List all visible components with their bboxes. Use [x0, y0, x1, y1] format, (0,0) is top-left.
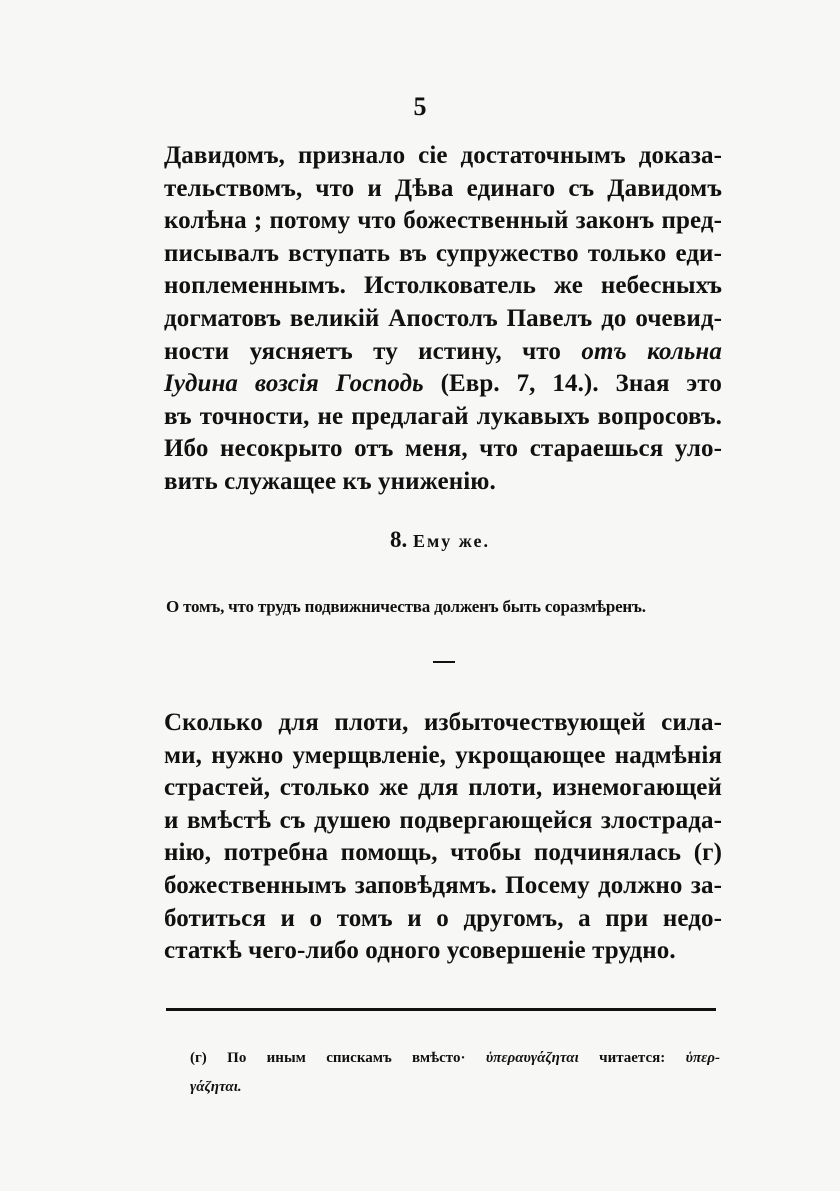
italic-quote: отъ кольна: [581, 337, 722, 365]
text-line: Ибо несокрыто отъ меня, что старaешься уло-: [164, 435, 722, 463]
text-line: статкѣ чего-либо одного усовершенiе трудно.: [164, 937, 676, 965]
text-line: божественнымъ заповѣдямъ. Посему должно за-: [164, 871, 722, 899]
footnote-line: [190, 1073, 720, 1102]
greek-word: ὑπεραυγάζηται: [485, 1050, 579, 1066]
greek-word: ὑπερ-: [685, 1050, 721, 1066]
text-line: Сколько для плоти, избыточествующей сила-: [164, 709, 722, 736]
italic-quote: Іудина возсiя Господь: [164, 370, 424, 398]
separator-dash: [433, 661, 455, 663]
page-number: 5: [413, 92, 427, 121]
footnote-line: [190, 1044, 720, 1073]
scripture-reference: (Евр. 7, 14.). Зная это: [440, 370, 722, 398]
separator-text: [433, 648, 455, 649]
text-line: колѣна ; потому что божественный законъ пред-: [164, 207, 722, 235]
footnote: [190, 1044, 720, 1102]
letter-heading: [0, 527, 840, 553]
text-line: догматовъ великiй Апостолъ Павелъ до очевид-: [164, 304, 722, 332]
text-line: ботиться и о томъ и о другомъ, а при недо-: [164, 904, 722, 932]
text-line: [164, 368, 722, 401]
text-line: и вмѣстѣ съ душею подвергающейся злострада-: [164, 806, 722, 834]
letter-addressee: Ему же.: [412, 531, 491, 551]
text-line: ми, нужно умерщвленiе, укрощающее надмѣнiя: [164, 741, 722, 769]
text-line: тельствомъ, что и Дѣва единаго съ Давидомъ: [164, 174, 722, 202]
text-line: писывалъ вступать въ супружество только еди-: [164, 239, 722, 267]
footnote-text: читается:: [599, 1050, 666, 1066]
letter-subtitle: О томъ, что трудъ подвижничества долженъ быть соразмѣренъ.: [166, 597, 646, 616]
paragraph-1: [164, 140, 722, 499]
paragraph-2: [164, 707, 722, 968]
text-line: [164, 336, 722, 369]
text-line: вить служащее къ униженiю.: [164, 467, 496, 495]
letter-number: 8.: [389, 527, 408, 552]
text-line: Давидомъ, призналo сie достаточнымъ доказа-: [164, 142, 722, 169]
text-segment: ности уясняетъ ту истину, что: [164, 337, 561, 365]
text-line: нiю, потребна помощь, чтобы подчинялась (г): [164, 839, 722, 867]
text-line: ноплеменнымъ. Истолкователь же небесныхъ: [164, 272, 722, 300]
footnote-text: (г) По иным спискамъ вмѣсто·: [190, 1050, 466, 1066]
text-line: въ точности, не предлагай лукавыхъ вопросовъ.: [164, 402, 722, 430]
footnote-rule: [166, 1008, 716, 1011]
greek-word: γάζηται.: [190, 1079, 242, 1095]
text-line: страстей, столько же для плоти, изнемогающей: [164, 774, 722, 802]
